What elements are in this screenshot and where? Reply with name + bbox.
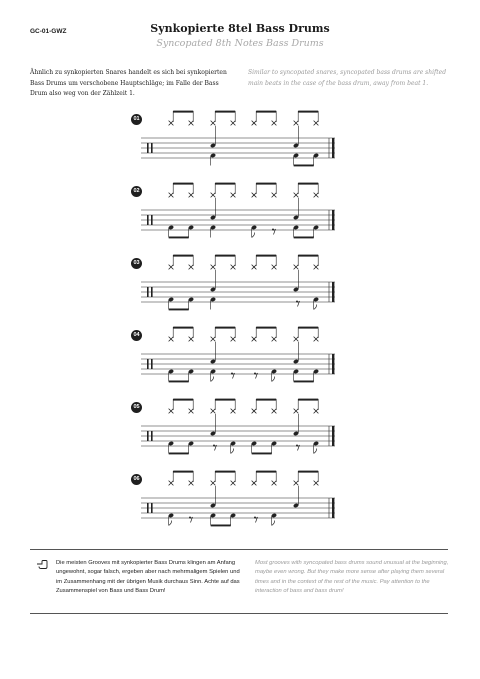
hihat-note bbox=[252, 399, 257, 413]
bass-beam bbox=[294, 237, 314, 239]
bass-beam bbox=[211, 525, 231, 527]
snare-note bbox=[210, 342, 216, 364]
exercise-number: 04 bbox=[131, 330, 142, 341]
hihat-beam bbox=[215, 471, 235, 473]
hihat-note bbox=[169, 471, 174, 485]
percussion-clef bbox=[147, 359, 149, 369]
hihat-note bbox=[189, 111, 194, 125]
hihat-beam bbox=[298, 255, 318, 257]
hihat-note bbox=[272, 111, 277, 125]
hihat-beam bbox=[298, 471, 318, 473]
drum-staff bbox=[141, 324, 341, 384]
snare-note bbox=[293, 414, 299, 436]
snare-note bbox=[210, 486, 216, 508]
hihat-note bbox=[189, 327, 194, 341]
bass-drum-group bbox=[254, 513, 277, 526]
final-barline bbox=[332, 354, 334, 374]
percussion-clef bbox=[147, 431, 149, 441]
hihat-note bbox=[294, 399, 299, 413]
hihat-note bbox=[211, 327, 216, 341]
percussion-clef bbox=[147, 215, 149, 225]
snare-note bbox=[210, 198, 216, 220]
exercise-number: 02 bbox=[131, 186, 142, 197]
final-barline bbox=[332, 282, 334, 302]
hihat-note bbox=[314, 327, 319, 341]
final-barline bbox=[332, 210, 334, 230]
hihat-beam bbox=[256, 183, 276, 185]
hihat-note bbox=[314, 255, 319, 269]
footer-tip-english: Most grooves with syncopated bass drums sound unusual at the beginning, maybe even wrong. But they make more sense after playing them several times and in the context of the rest of the music. Pay attention to the interaction of bass and bass drum! bbox=[255, 560, 449, 595]
hihat-beam bbox=[298, 399, 318, 401]
bass-beam bbox=[252, 453, 272, 455]
hihat-note bbox=[272, 183, 277, 197]
percussion-clef bbox=[151, 359, 153, 369]
hihat-note bbox=[211, 399, 216, 413]
bass-drum-group bbox=[296, 297, 319, 310]
hihat-beam bbox=[173, 471, 193, 473]
bass-drum-group bbox=[251, 225, 276, 238]
hihat-beam bbox=[298, 111, 318, 113]
hihat-beam bbox=[256, 327, 276, 329]
footer-divider-top bbox=[30, 549, 448, 550]
final-barline bbox=[332, 426, 334, 446]
drum-staff bbox=[141, 396, 341, 456]
hihat-note bbox=[272, 327, 277, 341]
hihat-note bbox=[252, 111, 257, 125]
hihat-note bbox=[231, 255, 236, 269]
bass-drum-group bbox=[168, 225, 194, 239]
hihat-note bbox=[252, 471, 257, 485]
hihat-beam bbox=[215, 111, 235, 113]
hihat-note bbox=[189, 183, 194, 197]
bass-beam bbox=[169, 453, 189, 455]
hihat-beam bbox=[256, 255, 276, 257]
bass-drum-group bbox=[293, 153, 319, 167]
hihat-note bbox=[294, 471, 299, 485]
hihat-beam bbox=[215, 327, 235, 329]
snare-note bbox=[293, 342, 299, 364]
final-barline bbox=[332, 498, 334, 518]
hihat-note bbox=[314, 471, 319, 485]
percussion-clef bbox=[147, 143, 149, 153]
hihat-note bbox=[252, 183, 257, 197]
hihat-note bbox=[294, 255, 299, 269]
bass-drum-group bbox=[168, 441, 194, 455]
hihat-note bbox=[231, 471, 236, 485]
bass-drum-group bbox=[168, 297, 194, 311]
hihat-note bbox=[189, 255, 194, 269]
bass-drum-group bbox=[168, 369, 194, 383]
hihat-note bbox=[231, 183, 236, 197]
exercise-number: 06 bbox=[131, 474, 142, 485]
bass-drum-group bbox=[210, 369, 235, 382]
hihat-beam bbox=[173, 111, 193, 113]
percussion-clef bbox=[151, 287, 153, 297]
bass-drum-group bbox=[210, 225, 216, 238]
hihat-note bbox=[169, 399, 174, 413]
snare-note bbox=[210, 414, 216, 436]
hihat-note bbox=[252, 255, 257, 269]
hihat-beam bbox=[298, 327, 318, 329]
snare-note bbox=[293, 270, 299, 292]
bass-beam bbox=[294, 165, 314, 167]
exercise-number: 05 bbox=[131, 402, 142, 413]
hihat-note bbox=[169, 255, 174, 269]
hihat-beam bbox=[215, 399, 235, 401]
hihat-beam bbox=[173, 183, 193, 185]
hihat-beam bbox=[256, 399, 276, 401]
drum-staff bbox=[141, 180, 341, 240]
hihat-note bbox=[231, 399, 236, 413]
page-title: Synkopierte 8tel Bass Drums bbox=[150, 22, 330, 35]
bass-drum-group bbox=[296, 441, 319, 454]
hihat-note bbox=[294, 183, 299, 197]
snare-note bbox=[210, 126, 216, 148]
snare-note bbox=[293, 126, 299, 148]
hihat-beam bbox=[256, 111, 276, 113]
document-code: GC-01-GWZ bbox=[30, 28, 67, 35]
exercise-number: 03 bbox=[131, 258, 142, 269]
bass-beam bbox=[169, 309, 189, 311]
snare-note bbox=[210, 270, 216, 292]
hihat-note bbox=[272, 399, 277, 413]
hihat-note bbox=[211, 471, 216, 485]
hihat-note bbox=[231, 111, 236, 125]
page-subtitle: Syncopated 8th Notes Bass Drums bbox=[156, 38, 324, 49]
percussion-clef bbox=[151, 143, 153, 153]
hihat-note bbox=[231, 327, 236, 341]
percussion-clef bbox=[151, 431, 153, 441]
bass-drum-group bbox=[293, 225, 319, 239]
hihat-beam bbox=[215, 183, 235, 185]
bass-beam bbox=[294, 381, 314, 383]
hihat-note bbox=[294, 327, 299, 341]
bass-beam bbox=[169, 237, 189, 239]
hihat-note bbox=[211, 183, 216, 197]
drum-staff bbox=[141, 252, 341, 312]
hihat-note bbox=[252, 327, 257, 341]
snare-note bbox=[293, 486, 299, 508]
bass-drum-group bbox=[293, 369, 319, 383]
final-barline bbox=[332, 138, 334, 158]
hihat-note bbox=[169, 327, 174, 341]
hihat-note bbox=[272, 255, 277, 269]
drum-staff bbox=[141, 468, 341, 528]
percussion-clef bbox=[151, 503, 153, 513]
hihat-note bbox=[314, 399, 319, 413]
bass-drum-group bbox=[251, 441, 277, 455]
hihat-note bbox=[189, 471, 194, 485]
hihat-beam bbox=[173, 399, 193, 401]
bass-drum-group bbox=[210, 513, 236, 527]
hihat-note bbox=[189, 399, 194, 413]
percussion-clef bbox=[147, 287, 149, 297]
hihat-note bbox=[314, 111, 319, 125]
hihat-note bbox=[314, 183, 319, 197]
hihat-beam bbox=[215, 255, 235, 257]
footer-tip-german: Die meisten Grooves mit synkopierter Bass Drums klingen am Anfang ungewohnt, sogar falsch, ergeben aber nach mehrmaligem Spielen und im Zusammenhang mit der übrigen Musik durchaus Sinn. Achte auf das Zusammenspiel von Bass und Bass Drum! bbox=[56, 560, 240, 595]
percussion-clef bbox=[151, 215, 153, 225]
bass-drum-group bbox=[210, 297, 216, 310]
hihat-beam bbox=[256, 471, 276, 473]
hihat-note bbox=[169, 183, 174, 197]
hihat-note bbox=[294, 111, 299, 125]
hihat-note bbox=[272, 471, 277, 485]
hihat-beam bbox=[298, 183, 318, 185]
hihat-beam bbox=[173, 327, 193, 329]
percussion-clef bbox=[147, 503, 149, 513]
hihat-note bbox=[211, 255, 216, 269]
intro-text-english: Similar to syncopated snares, syncopated bass drums are shifted main beats in the case of the bass drum, away from beat 1. bbox=[248, 69, 447, 87]
bass-drum-group bbox=[254, 369, 277, 382]
intro-text-german: Ähnlich zu synkopierten Snares handelt es sich bei synkopierten Bass Drums um verschobene Hauptschläge; im Falle der Bass Drum also weg von der Zählzeit 1. bbox=[30, 69, 227, 98]
hihat-beam bbox=[173, 255, 193, 257]
bass-beam bbox=[169, 381, 189, 383]
hihat-note bbox=[169, 111, 174, 125]
bass-drum-group bbox=[210, 153, 216, 166]
snare-note bbox=[293, 198, 299, 220]
drum-staff bbox=[141, 108, 341, 168]
bass-drum-group bbox=[168, 513, 193, 526]
hihat-note bbox=[211, 111, 216, 125]
footer-divider-bottom bbox=[30, 613, 448, 614]
exercise-number: 01 bbox=[131, 114, 142, 125]
bass-drum-group bbox=[213, 441, 236, 454]
hand-point-icon bbox=[36, 558, 48, 570]
